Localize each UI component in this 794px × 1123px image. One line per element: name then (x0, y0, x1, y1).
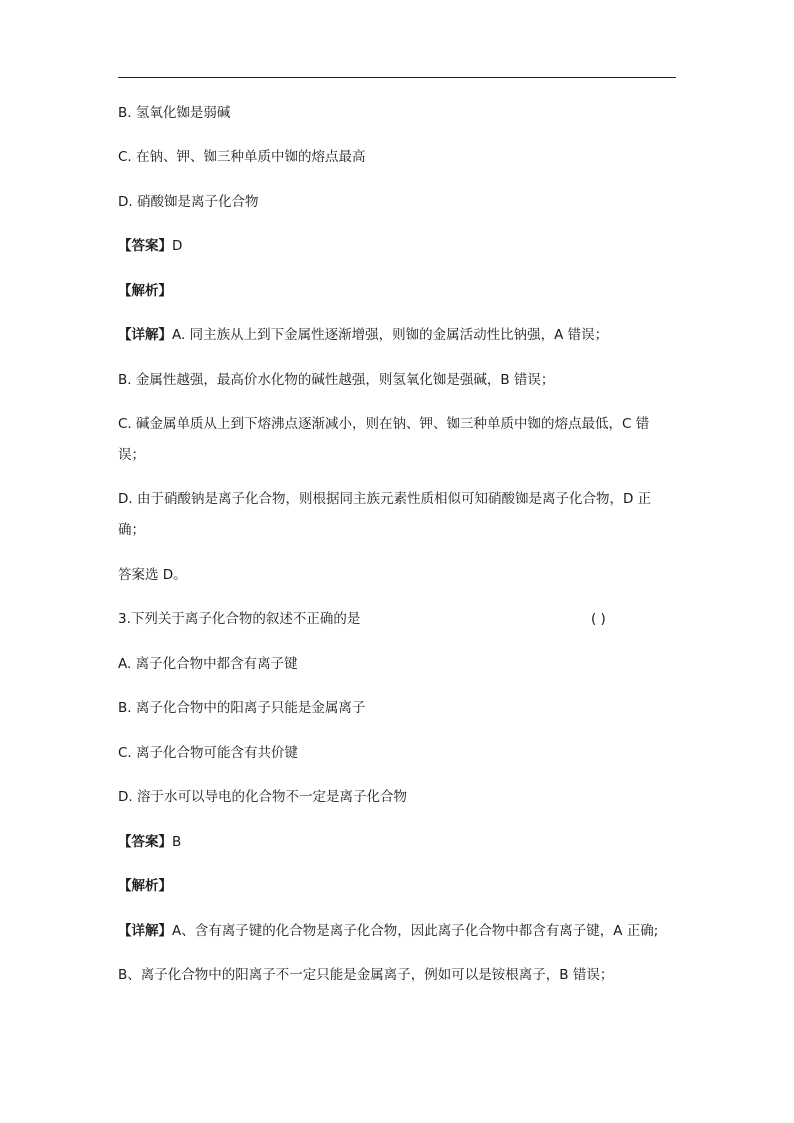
q2-detail-d-line1: D. 由于硝酸钠是离子化合物，则根据同主族元素性质相似可知硝酸铷是离子化合物，D 正 (118, 491, 652, 507)
q3-option-a: A. 离子化合物中都含有离子键 (118, 656, 298, 672)
q3-answer-blank: ( ) (591, 611, 606, 627)
q2-detail-d-line2: 确； (118, 522, 145, 538)
detail-label: 【详解】 (118, 327, 172, 343)
q2-option-c: C. 在钠、钾、铷三种单质中铷的熔点最高 (118, 149, 366, 165)
q2-option-d: D. 硝酸铷是离子化合物 (118, 194, 259, 210)
q3-answer (118, 833, 181, 851)
q3-option-c: C. 离子化合物可能含有共价键 (118, 745, 299, 761)
q2-analysis-title: 【解析】 (118, 283, 172, 299)
header-rule (118, 77, 676, 78)
q2-detail-b: B. 金属性越强，最高价水化物的碱性越强，则氢氧化铷是强碱，B 错误； (118, 372, 555, 388)
q3-analysis-title: 【解析】 (118, 878, 172, 894)
answer-label: 【答案】 (118, 238, 172, 254)
q2-detail-c-line1: C. 碱金属单质从上到下熔沸点逐渐减小，则在钠、钾、铷三种单质中铷的熔点最低，C 错 (118, 416, 650, 432)
q3-option-b: B. 离子化合物中的阳离子只能是金属离子 (118, 700, 366, 716)
detail-label: 【详解】 (118, 923, 172, 939)
q2-detail-a: 【详解】A. 同主族从上到下金属性逐渐增强，则铷的金属活动性比钠强，A 错误； (118, 327, 609, 343)
q3-option-d: D. 溶于水可以导电的化合物不一定是离子化合物 (118, 789, 407, 805)
q3-detail-b: B、离子化合物中的阳离子不一定只能是金属离子，例如可以是铵根离子，B 错误； (118, 967, 614, 983)
q3-detail-a: 【详解】A、含有离子键的化合物是离子化合物，因此离子化合物中都含有离子键，A 正确; (118, 923, 659, 939)
q2-conclusion: 答案选 D。 (118, 567, 187, 583)
answer-value: D (172, 238, 183, 254)
q2-answer (118, 237, 182, 255)
q2-detail-c-line2: 误； (118, 447, 145, 463)
q2-option-b: B. 氢氧化铷是弱碱 (118, 105, 231, 121)
answer-value: B (172, 834, 182, 850)
q3-stem: 3.下列关于离子化合物的叙述不正确的是 (118, 611, 361, 627)
answer-label: 【答案】 (118, 834, 172, 850)
